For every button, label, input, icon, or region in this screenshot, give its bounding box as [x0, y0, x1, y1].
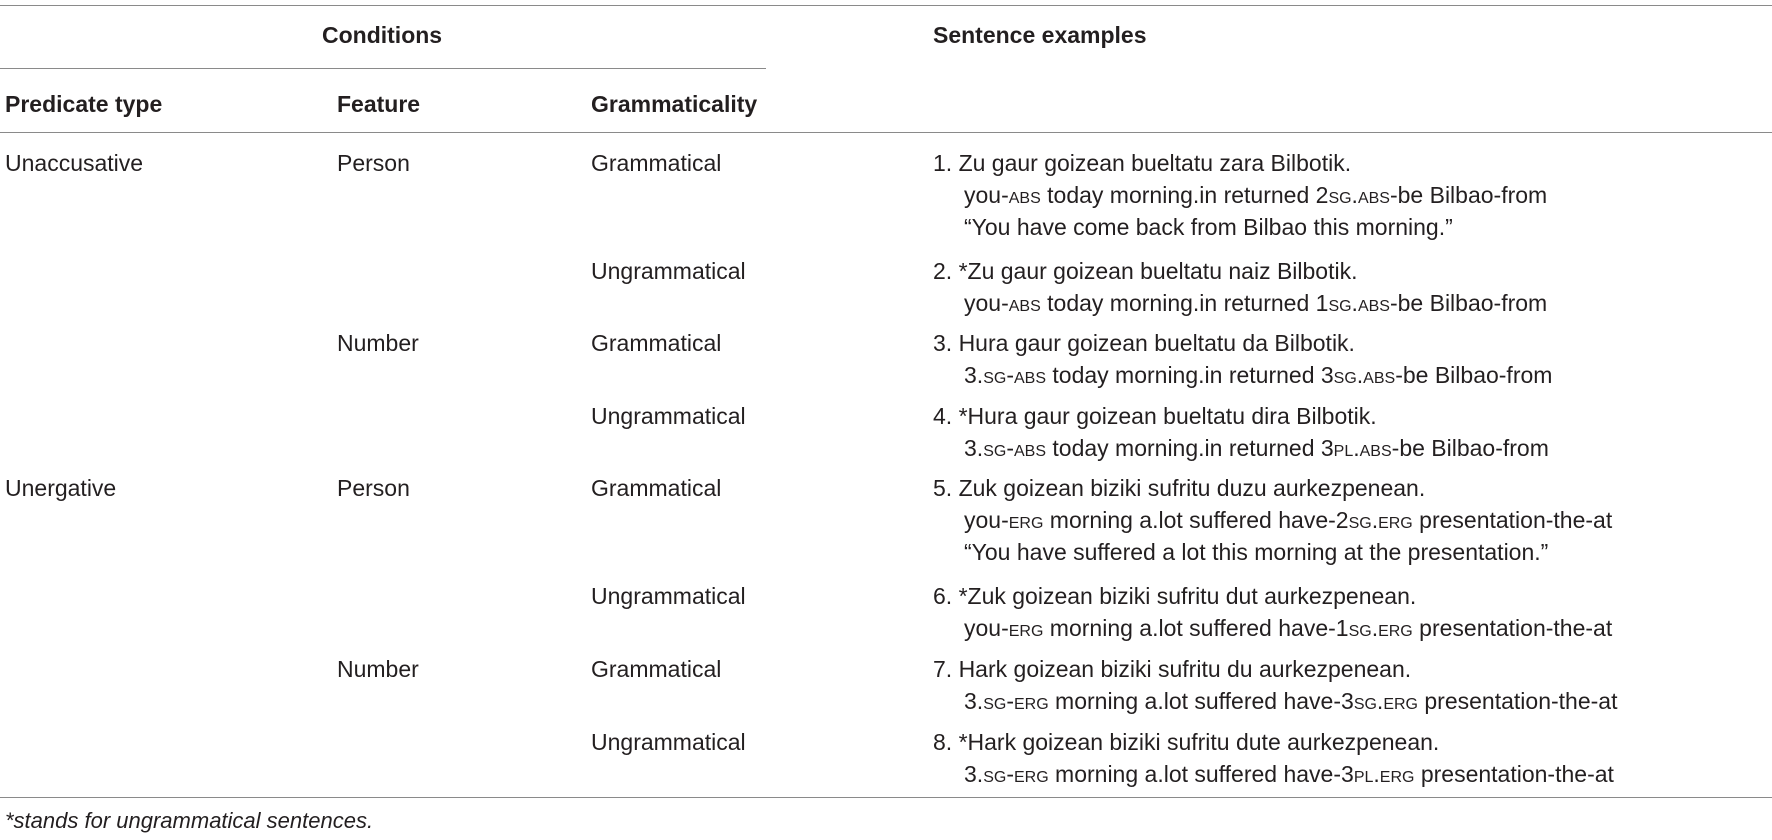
gloss-segment: - [1006, 688, 1014, 714]
gloss-abbreviation: abs [1013, 362, 1046, 388]
gloss-abbreviation: sg.abs [1328, 182, 1390, 208]
feature-cell: Person [337, 475, 410, 501]
gloss-abbreviation: sg [983, 435, 1007, 461]
feature-header: Feature [337, 91, 421, 117]
gloss-segment: 3. [964, 362, 984, 388]
predicate-type-header: Predicate type [5, 91, 163, 117]
table-top-rule [0, 5, 1772, 6]
conditions-header: Conditions [322, 22, 443, 48]
feature-cell: Number [337, 656, 419, 682]
gloss-abbreviation: abs [1013, 435, 1046, 461]
gloss-abbreviation: sg.abs [1333, 362, 1396, 388]
footnote: *stands for ungrammatical sentences. [5, 808, 374, 833]
gloss-abbreviation: erg [1008, 615, 1044, 641]
gloss-segment: today morning.in returned 3 [1046, 435, 1334, 461]
gloss-abbreviation: sg [983, 688, 1007, 714]
grammaticality-cell: Ungrammatical [591, 729, 746, 755]
sentence-translation: “You have suffered a lot this morning at the presentation.” [964, 539, 1549, 565]
gloss-segment: - [1006, 435, 1014, 461]
gloss-segment: - [1006, 761, 1014, 787]
gloss-abbreviation: abs [1008, 182, 1041, 208]
gloss-segment: -be Bilbao-from [1391, 435, 1549, 461]
gloss-segment: morning a.lot suffered have-1 [1043, 615, 1349, 641]
sentence-gloss [964, 362, 1552, 389]
gloss-segment: today morning.in returned 2 [1040, 182, 1329, 208]
gloss-abbreviation: erg [1013, 688, 1049, 714]
gloss-abbreviation: sg.erg [1348, 615, 1413, 641]
sentence-example: 6. *Zuk goizean biziki sufritu dut aurkezpenean. [933, 583, 1417, 609]
grammaticality-header: Grammaticality [591, 91, 758, 117]
gloss-segment: you- [964, 182, 1009, 208]
gloss-abbreviation: erg [1013, 761, 1049, 787]
gloss-abbreviation: abs [1008, 290, 1041, 316]
grammaticality-cell: Grammatical [591, 150, 722, 176]
gloss-segment: -be Bilbao-from [1395, 362, 1553, 388]
gloss-segment: morning a.lot suffered have-2 [1043, 507, 1349, 533]
header-bottom-rule [0, 132, 1772, 133]
grammaticality-cell: Grammatical [591, 656, 722, 682]
gloss-segment: you- [964, 507, 1009, 533]
gloss-abbreviation: sg.abs [1328, 290, 1390, 316]
gloss-segment: presentation-the-at [1418, 688, 1618, 714]
sentence-example: 4. *Hura gaur goizean bueltatu dira Bilbotik. [933, 403, 1377, 429]
sentence-gloss [964, 507, 1612, 534]
gloss-abbreviation: erg [1008, 507, 1044, 533]
gloss-segment: today morning.in returned 1 [1040, 290, 1329, 316]
grammaticality-cell: Ungrammatical [591, 403, 746, 429]
sentence-example: 5. Zuk goizean biziki sufritu duzu aurkezpenean. [933, 475, 1426, 501]
sentence-gloss [964, 688, 1617, 715]
conditions-rule [0, 68, 766, 69]
grammaticality-cell: Grammatical [591, 330, 722, 356]
gloss-segment: 3. [964, 688, 984, 714]
gloss-abbreviation: sg [983, 761, 1007, 787]
gloss-segment: presentation-the-at [1412, 507, 1613, 533]
sentence-example: 1. Zu gaur goizean bueltatu zara Bilbotik. [933, 150, 1352, 176]
predicate-type-cell: Unergative [5, 475, 117, 501]
gloss-abbreviation: sg.erg [1353, 688, 1418, 714]
gloss-segment: morning a.lot suffered have-3 [1048, 761, 1354, 787]
gloss-abbreviation: sg.erg [1348, 507, 1413, 533]
gloss-segment: morning a.lot suffered have-3 [1048, 688, 1354, 714]
feature-cell: Number [337, 330, 419, 356]
sentence-example: 8. *Hark goizean biziki sufritu dute aurkezpenean. [933, 729, 1440, 755]
grammaticality-cell: Grammatical [591, 475, 722, 501]
gloss-abbreviation: pl.abs [1333, 435, 1392, 461]
sentence-translation: “You have come back from Bilbao this morning.” [964, 214, 1453, 240]
gloss-segment: -be Bilbao-from [1389, 290, 1548, 316]
grammaticality-cell: Ungrammatical [591, 583, 746, 609]
table-bottom-rule [0, 797, 1772, 798]
gloss-segment: presentation-the-at [1412, 615, 1613, 641]
gloss-segment: 3. [964, 435, 984, 461]
gloss-segment: you- [964, 615, 1009, 641]
grammaticality-cell: Ungrammatical [591, 258, 746, 284]
gloss-segment: today morning.in returned 3 [1046, 362, 1334, 388]
sentence-gloss [964, 615, 1612, 642]
sentence-example: 3. Hura gaur goizean bueltatu da Bilbotik. [933, 330, 1355, 356]
sentence-examples-header: Sentence examples [933, 22, 1147, 48]
gloss-segment: presentation-the-at [1414, 761, 1614, 787]
sentence-gloss [964, 182, 1547, 209]
gloss-abbreviation: pl.erg [1353, 761, 1415, 787]
sentence-gloss [964, 290, 1547, 317]
sentence-example: 7. Hark goizean biziki sufritu du aurkezpenean. [933, 656, 1412, 682]
sentence-gloss [964, 435, 1549, 462]
gloss-segment: -be Bilbao-from [1389, 182, 1548, 208]
gloss-abbreviation: sg [983, 362, 1007, 388]
feature-cell: Person [337, 150, 410, 176]
sentence-gloss [964, 761, 1614, 788]
gloss-segment: 3. [964, 761, 984, 787]
sentence-example: 2. *Zu gaur goizean bueltatu naiz Bilbotik. [933, 258, 1358, 284]
gloss-segment: - [1006, 362, 1014, 388]
gloss-segment: you- [964, 290, 1009, 316]
predicate-type-cell: Unaccusative [5, 150, 144, 176]
